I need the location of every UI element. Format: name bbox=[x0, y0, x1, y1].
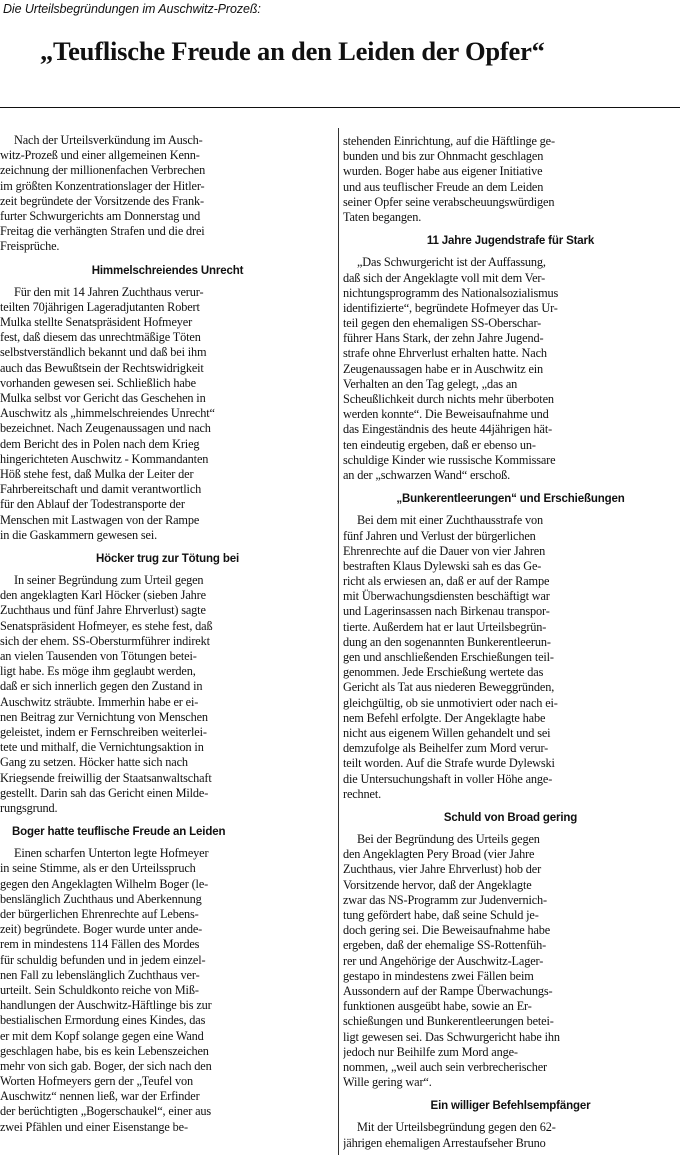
headline-rule bbox=[0, 107, 680, 108]
text-line: die Untersuchungshaft in voller Höhe ange- bbox=[343, 771, 553, 786]
text-line: Nach der Urteilsverkündung im Ausch- bbox=[14, 133, 203, 147]
text-line: für den Ablauf der Todestransporte der bbox=[0, 497, 185, 512]
text-line: der bürgerlichen Ehrenrechte auf Lebens- bbox=[0, 907, 199, 921]
article-column-right bbox=[343, 134, 678, 1151]
text-line: schuldige Kinder wie russische Kommissare bbox=[343, 452, 556, 467]
text-line: fest, daß diesem das unrechtmäßige Töten bbox=[0, 330, 201, 345]
text-line: Freitag die verhängten Strafen und die drei bbox=[0, 224, 205, 239]
text-line: Gang zu setzen. Höcker hatte sich nach bbox=[0, 755, 188, 770]
text-line: zeichnung der millionenfachen Verbrechen bbox=[0, 163, 206, 178]
text-line: dem Bericht des in Polen nach dem Krieg bbox=[0, 436, 200, 451]
text-line: Scheußlichkeit durch nichts mehr überboten bbox=[343, 392, 554, 406]
text-line: er mit dem Kopf solange gegen eine Wand bbox=[0, 1028, 204, 1043]
text-line: in seine Stimme, als er den Urteilsspruch bbox=[0, 861, 196, 876]
text-line: nichtungsprogramm des Nationalsozialismus bbox=[343, 285, 559, 300]
text-line: tung gefördert habe, daß seine Schuld je- bbox=[343, 908, 539, 922]
text-line: ligt habe. Es möge ihm geglaubt werden, bbox=[0, 664, 196, 679]
text-line: bezeichnet. Nach Zeugenaussagen und nach bbox=[0, 421, 211, 436]
text-line: Auschwitz“ nennen ließ, war der Erfinder bbox=[0, 1089, 200, 1104]
text-line: zeit begründete der Vorsitzende des Frank- bbox=[0, 193, 204, 208]
subheading: Ein williger Befehlsempfänger bbox=[430, 1100, 591, 1113]
text-line: nommen, „weil auch sein verbrecherischer bbox=[343, 1059, 547, 1074]
text-line: fünf Jahren und Verlust der bürgerlichen bbox=[343, 528, 536, 543]
text-line: gen und anschließenden Erschießungen teil- bbox=[343, 650, 554, 664]
text-line: funktionen ausgeübt habe, sowie an Er- bbox=[343, 999, 532, 1014]
text-line: und Lagerinsassen nach Birkenau transpor- bbox=[343, 604, 550, 619]
text-line: mehr von sich gab. Boger, der sich nach den bbox=[0, 1058, 212, 1073]
text-line: selbstverständlich bekannt und daß bei ihm bbox=[0, 345, 207, 360]
text-line: Mit der Urteilsbegründung gegen den 62- bbox=[357, 1120, 556, 1135]
text-line: rem in mindestens 114 Fällen des Mordes bbox=[0, 937, 200, 952]
text-line: teilten 70jährigen Lageradjutanten Robert bbox=[0, 299, 200, 314]
text-line: doch gering sei. Die Beweisaufnahme habe bbox=[343, 923, 551, 938]
subheading: „Bunkerentleerungen“ und Erschießungen bbox=[396, 493, 625, 506]
text-line: Menschen mit Lastwagen von der Rampe bbox=[0, 512, 200, 527]
text-line: gestellt. Darin sah das Gericht einen Milde- bbox=[0, 785, 209, 800]
text-line: sich der ehem. SS-Obersturmführer indirekt bbox=[0, 633, 210, 648]
text-line: stehenden Einrichtung, auf die Häftlinge ge- bbox=[343, 134, 555, 148]
text-line: Höß stehe fest, daß Mulka der Leiter der bbox=[0, 466, 194, 481]
text-line: Zeugenaussagen habe er in Auschwitz ein bbox=[343, 361, 544, 376]
subheading: Boger hatte teuflische Freude an Leiden bbox=[12, 826, 226, 839]
kicker: Die Urteilsbegründungen im Auschwitz-Prozeß: bbox=[3, 2, 261, 16]
text-line: Für den mit 14 Jahren Zuchthaus verur- bbox=[14, 284, 204, 299]
subheading: Himmelschreiendes Unrecht bbox=[91, 264, 244, 277]
text-line: führer Hans Stark, der zehn Jahre Jugend- bbox=[343, 331, 544, 346]
text-line: Einen scharfen Unterton legte Hofmeyer bbox=[14, 846, 209, 861]
text-line: „Das Schwurgericht ist der Auffassung, bbox=[357, 255, 546, 270]
text-line: jedoch nur Beihilfe zum Mord ange- bbox=[343, 1044, 518, 1059]
text-line: handlungen der Auschwitz-Häftlinge bis zur bbox=[0, 998, 212, 1013]
text-line: nen Beitrag zur Vernichtung von Menschen bbox=[0, 709, 208, 724]
text-line: Zuchthaus und fünf Jahre Ehrverlust) sagte bbox=[0, 603, 206, 618]
text-line: teil gegen den ehemaligen SS-Oberschar- bbox=[343, 316, 542, 331]
text-line: auch das Bewußtsein der Rechtswidrigkeit bbox=[0, 360, 204, 375]
text-line: Mulka selbst vor Gericht das Geschehen in bbox=[0, 391, 206, 405]
text-line: Senatspräsident Hofmeyer, es stehe fest, daß bbox=[0, 618, 213, 633]
text-line: ligt gewesen sei. Das Schwurgericht habe ihn bbox=[343, 1029, 560, 1044]
text-line: das Eingeständnis des heute 44jährigen hät- bbox=[343, 422, 553, 437]
subheading: Schuld von Broad gering bbox=[443, 811, 578, 824]
text-line: richt als erwiesen an, daß er auf der Rampe bbox=[343, 574, 550, 589]
subheading: 11 Jahre Jugendstrafe für Stark bbox=[426, 235, 595, 248]
text-line: Fahrbereitschaft und damit verantwortlich bbox=[0, 482, 202, 497]
text-line: tete und mithalf, die Vernichtungsaktion in bbox=[0, 740, 204, 755]
text-line: Auschwitz sträubte. Immerhin habe er ei- bbox=[0, 694, 199, 709]
text-line: bestraften Klaus Dylewski sah es das Ge- bbox=[343, 558, 542, 573]
text-line: nicht aus eigenem Willen gehandelt und sei bbox=[343, 725, 551, 740]
text-line: zwar das NS-Programm zur Judenvernich- bbox=[343, 892, 547, 907]
headline: „Teuflische Freude an den Leiden der Opfer“ bbox=[40, 36, 545, 66]
text-line: tierte. Außerdem hat er laut Urteilsbegrün- bbox=[343, 619, 547, 634]
text-line: benslänglich Zuchthaus und Aberkennung bbox=[0, 891, 202, 906]
text-line: Bei der Begründung des Urteils gegen bbox=[357, 832, 540, 847]
text-line: seiner Opfer seine verabscheuungswürdigen bbox=[343, 194, 555, 209]
text-line: daß er sich innerlich gegen den Zustand in bbox=[0, 679, 203, 694]
text-line: den angeklagten Karl Höcker (sieben Jahre bbox=[0, 588, 206, 603]
text-line: bunden und bis zur Ohnmacht geschlagen bbox=[343, 149, 544, 164]
text-line: Vorsitzende hervor, daß der Angeklagte bbox=[343, 877, 532, 892]
text-line: teilt worden. Auf die Strafe wurde Dylewski bbox=[343, 756, 555, 771]
text-line: an vielen Tausenden von Tötungen betei- bbox=[0, 649, 197, 663]
text-line: geschlagen habe, bis es kein Lebenszeichen bbox=[0, 1043, 209, 1058]
text-line: Worten Hofmeyers gern der „Teufel von bbox=[0, 1074, 194, 1089]
article-column-left bbox=[0, 133, 335, 1135]
text-line: in die Gaskammern gewesen sei. bbox=[0, 527, 158, 542]
text-line: Bei dem mit einer Zuchthausstrafe von bbox=[357, 513, 544, 528]
text-line: Kriegsende freiwillig der Staatsanwaltschaft bbox=[0, 770, 212, 785]
text-line: werden konnte“. Die Beweisaufnahme und bbox=[343, 407, 549, 422]
text-line: gleichgültig, ob sie unmotiviert oder nach ei- bbox=[343, 695, 558, 710]
text-line: furter Schwurgerichts am Donnerstag und bbox=[0, 208, 201, 223]
text-line: vorhanden gewesen sei. Schließlich habe bbox=[0, 375, 196, 390]
text-line: der berüchtigten „Bogerschaukel“, einer aus bbox=[0, 1104, 212, 1119]
text-line: Verhalten an den Tag gelegt, „das an bbox=[343, 376, 518, 391]
text-line: den Angeklagten Pery Broad (vier Jahre bbox=[343, 847, 535, 862]
text-line: hingerichteten Auschwitz - Kommandanten bbox=[0, 451, 209, 466]
text-line: Wille gering war“. bbox=[343, 1075, 432, 1090]
text-line: an der „schwarzen Wand“ erschoß. bbox=[343, 467, 511, 482]
text-line: zeit) begründete. Boger wurde unter ande- bbox=[0, 922, 203, 937]
text-line: geleistet, indem er Fernschreiben weiterlei- bbox=[0, 724, 207, 739]
text-line: daß sich der Angeklagte voll mit dem Ver- bbox=[343, 270, 546, 285]
text-line: Taten begangen. bbox=[343, 209, 422, 224]
text-line: gestapo in mindestens zwei Fällen beim bbox=[343, 968, 534, 983]
column-divider bbox=[338, 128, 339, 1155]
text-line: zwei Pfählen und einer Eisenstange be- bbox=[0, 1119, 188, 1134]
text-line: rungsgrund. bbox=[0, 800, 58, 815]
text-line: schießungen und Bunkerentleerungen betei- bbox=[343, 1014, 554, 1029]
text-line: und aus teuflischer Freude an dem Leiden bbox=[343, 179, 544, 194]
text-line: witz-Prozeß und einer allgemeinen Kenn- bbox=[0, 148, 200, 163]
text-line: Ehrenrechte auf die Dauer von vier Jahren bbox=[343, 543, 546, 558]
text-line: Mulka stellte Senatspräsident Hofmeyer bbox=[0, 315, 193, 330]
text-line: rechnet. bbox=[343, 786, 382, 801]
text-line: ten eindeutig ergeben, daß er ebenso un- bbox=[343, 437, 536, 452]
text-line: genommen. Jede Erschießung wertete das bbox=[343, 665, 544, 680]
text-line: Auschwitz als „himmelschreiendes Unrecht“ bbox=[0, 406, 215, 421]
text-line: dung an den sogenannten Bunkerentleerun- bbox=[343, 634, 551, 649]
text-line: Zuchthaus, vier Jahre Ehrverlust) hob der bbox=[343, 862, 542, 877]
text-line: mit Überwachungsdiensten beschäftigt war bbox=[343, 589, 550, 604]
text-line: rer und Angehörige der Auschwitz-Lager- bbox=[343, 953, 544, 968]
text-line: nen Fall zu lebenslänglich Zuchthaus ver- bbox=[0, 967, 200, 982]
text-line: gegen den Angeklagten Wilhelm Boger (le- bbox=[0, 876, 209, 891]
text-line: urteilt. Sein Schuldkonto reiche von Miß- bbox=[0, 982, 199, 997]
text-line: identifizierte“, begründete Hofmeyer das Ur- bbox=[343, 300, 558, 315]
text-line: Freisprüche. bbox=[0, 239, 60, 254]
text-line: demzufolge als Beihelfer zum Mord verur- bbox=[343, 741, 549, 756]
text-line: In seiner Begründung zum Urteil gegen bbox=[14, 573, 204, 588]
subheading: Höcker trug zur Tötung bei bbox=[95, 552, 240, 565]
text-line: im größten Konzentrationslager der Hitler- bbox=[0, 178, 205, 193]
text-line: bestialischen Ermordung eines Kindes, das bbox=[0, 1013, 206, 1028]
text-line: nem Befehl erfolgte. Der Angeklagte habe bbox=[343, 710, 546, 725]
text-line: für schuldig befunden und in jedem einzel- bbox=[0, 952, 206, 967]
text-line: strafe ohne Ehrverlust erhalten hatte. Nach bbox=[343, 346, 547, 361]
text-line: jährigen ehemaligen Arrestaufseher Bruno bbox=[343, 1135, 546, 1150]
text-line: Gericht als Tat aus niederen Beweggründen, bbox=[343, 680, 555, 695]
text-line: ergeben, daß der ehemalige SS-Rottenfüh- bbox=[343, 938, 547, 953]
text-line: wurden. Boger habe aus eigener Initiative bbox=[343, 164, 543, 179]
text-line: Aussondern auf der Rampe Überwachungs- bbox=[343, 983, 553, 998]
